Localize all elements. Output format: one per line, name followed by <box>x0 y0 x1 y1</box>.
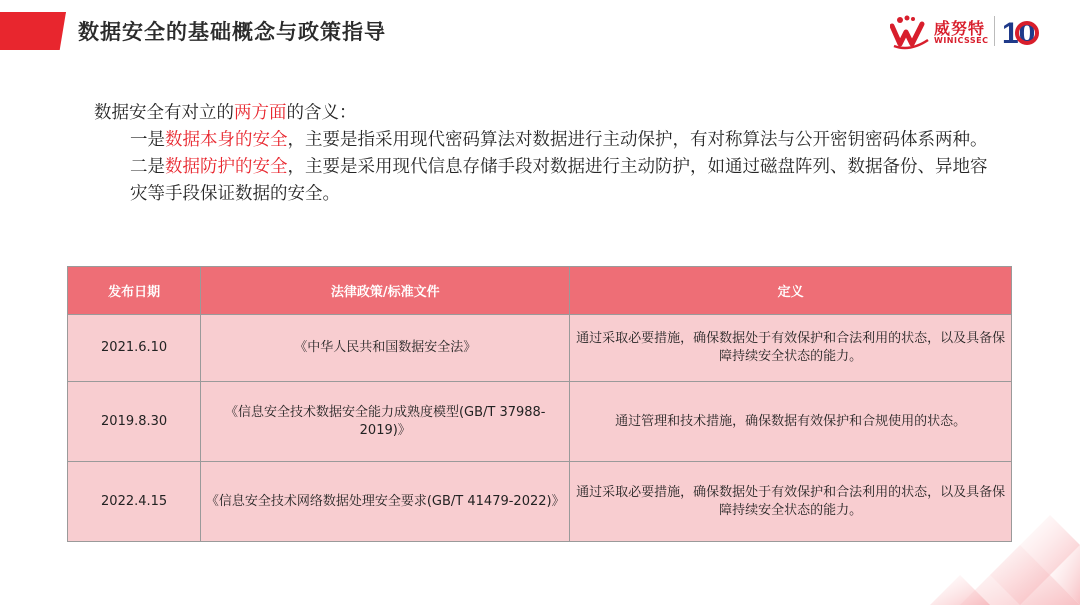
logo-name-cn: 威努特 <box>934 19 986 38</box>
highlight-data-protection: 数据防护的安全 <box>165 157 288 177</box>
cell-date: 2019.8.30 <box>68 382 201 462</box>
logo-name-en: WINICSSEC <box>934 36 989 45</box>
cell-definition: 通过采取必要措施，确保数据处于有效保护和合法利用的状态，以及具备保障持续安全状态的能力。 <box>570 462 1012 542</box>
cell-document: 《信息安全技术数据安全能力成熟度模型(GB/T 37988-2019)》 <box>201 382 570 462</box>
intro-line-1: 数据安全有对立的两方面的含义： <box>94 103 357 123</box>
logo-divider <box>994 16 995 46</box>
intro-line-3: 二是数据防护的安全，主要是采用现代信息存储手段对数据进行主动防护，如通过磁盘阵列、数据备份、异地容灾等手段保证数据的安全。 <box>130 157 988 204</box>
anniversary-badge-icon <box>1000 14 1044 50</box>
logo-mark-icon <box>890 14 932 50</box>
cell-document: 《中华人民共和国数据安全法》 <box>201 315 570 382</box>
highlight-data-itself: 数据本身的安全 <box>165 130 288 150</box>
col-header-definition: 定义 <box>570 267 1012 315</box>
cell-date: 2022.4.15 <box>68 462 201 542</box>
page-title: 数据安全的基础概念与政策指导 <box>78 20 386 44</box>
table-header-row <box>68 267 1012 315</box>
intro-line-2: 一是数据本身的安全，主要是指采用现代密码算法对数据进行主动保护，有对称算法与公开密钥密码体系两种。 <box>130 130 988 150</box>
cell-date: 2021.6.10 <box>68 315 201 382</box>
decorative-corner-pattern <box>850 495 1080 605</box>
cell-definition: 通过管理和技术措施，确保数据有效保护和合规使用的状态。 <box>570 382 1012 462</box>
table-row <box>68 382 1012 462</box>
col-header-document: 法律政策/标准文件 <box>201 267 570 315</box>
company-logo <box>890 12 1050 52</box>
intro-text <box>94 100 994 208</box>
anniversary-number: 10 <box>1002 17 1036 50</box>
col-header-date: 发布日期 <box>68 267 201 315</box>
cell-document: 《信息安全技术网络数据处理安全要求(GB/T 41479-2022)》 <box>201 462 570 542</box>
table-row <box>68 315 1012 382</box>
cell-definition: 通过采取必要措施，确保数据处于有效保护和合法利用的状态，以及具备保障持续安全状态的能力。 <box>570 315 1012 382</box>
highlight-two-aspects: 两方面 <box>234 103 287 123</box>
